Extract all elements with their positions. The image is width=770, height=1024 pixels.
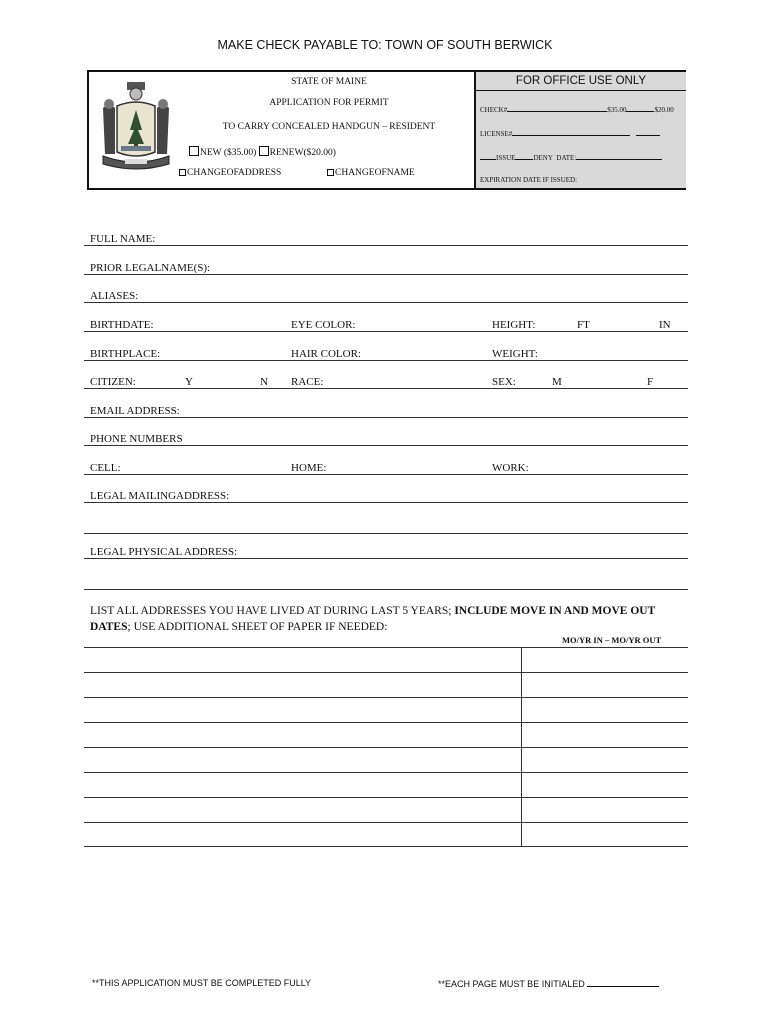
change-name-option	[327, 168, 415, 178]
application-header-box	[87, 70, 686, 190]
citizen-yes-option[interactable]: Y	[185, 376, 193, 388]
expiration-date-label: EXPIRATION DATE IF ISSUED:	[480, 176, 578, 184]
email-label: EMAIL ADDRESS:	[90, 405, 180, 417]
citizen-no-option[interactable]: N	[260, 376, 268, 388]
address-list-instruction	[90, 603, 680, 635]
birthdate-row-line[interactable]	[84, 331, 688, 332]
fee-renew-label: $20.00	[654, 106, 674, 114]
mailing-address-line-2[interactable]	[84, 533, 688, 534]
change-address-label: CHANGEOFADDRESS	[187, 168, 282, 178]
office-license-row	[480, 128, 660, 138]
completed-fully-note: **THIS APPLICATION MUST BE COMPLETED FULLY	[92, 978, 312, 988]
full-name-label: FULL NAME:	[90, 233, 156, 245]
address-table-row[interactable]	[84, 697, 688, 698]
citizen-row-line[interactable]	[84, 388, 688, 389]
mailing-address-label: LEGAL MAILINGADDRESS:	[90, 490, 230, 502]
check-number-line[interactable]	[507, 104, 607, 112]
initial-each-page-note	[438, 978, 659, 989]
mo-yr-column-header: MO/YR IN – MO/YR OUT	[562, 635, 662, 645]
new-checkbox[interactable]	[189, 146, 199, 156]
address-table-row[interactable]	[84, 822, 688, 823]
address-table-row[interactable]	[84, 772, 688, 773]
check-number-label: CHECK#	[480, 106, 508, 114]
change-address-checkbox[interactable]	[179, 169, 186, 176]
maine-state-seal-icon	[97, 80, 175, 172]
change-name-checkbox[interactable]	[327, 169, 334, 176]
instruction-text-2: ; USE ADDITIONAL SHEET OF PAPER IF NEEDED:	[127, 621, 388, 633]
cell-label: CELL:	[90, 462, 121, 474]
sex-label: SEX:	[492, 376, 516, 388]
license-extra-line[interactable]	[636, 128, 660, 136]
height-ft-label: FT	[577, 319, 590, 331]
address-table-row[interactable]	[84, 797, 688, 798]
home-label: HOME:	[291, 462, 327, 474]
prior-legal-names-label: PRIOR LEGALNAME(S):	[90, 262, 211, 274]
hair-color-label: HAIR COLOR:	[291, 348, 361, 360]
birthplace-label: BIRTHPLACE:	[90, 348, 161, 360]
fee-new-label: $35.00	[607, 106, 627, 114]
sex-female-option[interactable]: F	[647, 376, 654, 388]
new-option-label: NEW ($35.00)	[200, 148, 257, 158]
application-label: APPLICATION FOR PERMIT	[269, 98, 389, 108]
race-label: RACE:	[291, 376, 324, 388]
physical-address-line[interactable]	[84, 558, 688, 559]
instruction-text-1: LIST ALL ADDRESSES YOU HAVE LIVED AT DURING LAST 5 YEARS;	[90, 605, 455, 617]
deny-label: DENY	[533, 154, 553, 162]
renew-option-label: RENEW($20.00)	[269, 148, 336, 158]
eye-color-label: EYE COLOR:	[291, 319, 356, 331]
instruction-text-bold: INCLUDE MOVE IN AND MOVE OUT DATES	[90, 605, 656, 633]
initials-line[interactable]	[587, 978, 659, 987]
height-label: HEIGHT:	[492, 319, 536, 331]
birthdate-label: BIRTHDATE:	[90, 319, 154, 331]
height-in-label: IN	[659, 319, 671, 331]
check-payable-title: MAKE CHECK PAYABLE TO: TOWN OF SOUTH BERWICK	[217, 38, 553, 52]
aliases-line[interactable]	[84, 302, 688, 303]
full-name-line[interactable]	[84, 245, 688, 246]
phone-numbers-label: PHONE NUMBERS	[90, 433, 183, 445]
renew-checkbox[interactable]	[259, 146, 269, 156]
office-title-divider	[476, 90, 686, 91]
fee-separator-line	[626, 104, 654, 112]
address-table-row[interactable]	[84, 722, 688, 723]
office-use-title: FOR OFFICE USE ONLY	[515, 75, 647, 87]
birthplace-row-line[interactable]	[84, 360, 688, 361]
address-table-top	[84, 647, 688, 648]
license-number-line[interactable]	[512, 128, 630, 136]
physical-address-label: LEGAL PHYSICAL ADDRESS:	[90, 546, 238, 558]
address-table-row[interactable]	[84, 747, 688, 748]
address-table-row[interactable]	[84, 846, 688, 847]
issue-label: ISSUE	[496, 154, 516, 162]
change-name-label: CHANGEOFNAME	[335, 168, 415, 178]
weight-label: WEIGHT:	[492, 348, 538, 360]
phones-row-line[interactable]	[84, 474, 688, 475]
fee-options	[189, 146, 336, 158]
date-line[interactable]	[576, 152, 662, 160]
mailing-address-line[interactable]	[84, 502, 688, 503]
issue-mark-line[interactable]	[480, 152, 496, 160]
aliases-label: ALIASES:	[90, 290, 139, 302]
office-use-panel	[474, 72, 686, 188]
purpose-label: TO CARRY CONCEALED HANDGUN – RESIDENT	[222, 122, 436, 132]
deny-mark-line[interactable]	[515, 152, 533, 160]
license-number-label: LICENSE#	[480, 130, 513, 138]
phone-numbers-line	[84, 445, 688, 446]
email-line[interactable]	[84, 417, 688, 418]
date-label: DATE:	[556, 154, 577, 162]
citizen-label: CITIZEN:	[90, 376, 136, 388]
initial-note-text: **EACH PAGE MUST BE INITIALED	[438, 979, 585, 989]
prior-legal-names-line[interactable]	[84, 274, 688, 275]
physical-address-line-2[interactable]	[84, 589, 688, 590]
work-label: WORK:	[492, 462, 529, 474]
state-of-maine-label: STATE OF MAINE	[291, 77, 367, 87]
address-table-row[interactable]	[84, 672, 688, 673]
change-address-option	[179, 168, 281, 178]
office-check-row	[480, 104, 674, 114]
sex-male-option[interactable]: M	[552, 376, 562, 388]
office-issue-row	[480, 152, 662, 162]
